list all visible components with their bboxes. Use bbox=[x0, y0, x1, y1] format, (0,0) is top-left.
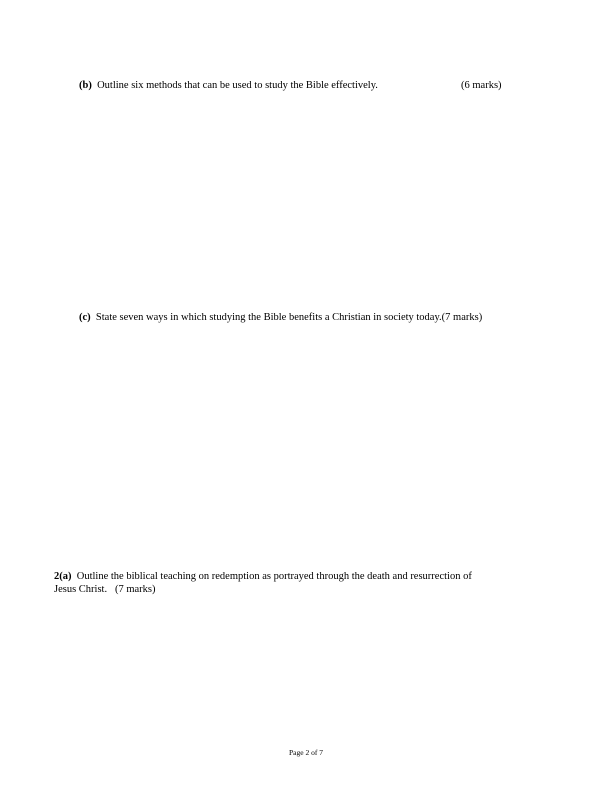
page-number: Page 2 of 7 bbox=[289, 748, 323, 757]
question-b bbox=[79, 79, 502, 92]
question-b-label: (b) bbox=[79, 80, 92, 91]
question-c bbox=[79, 311, 482, 324]
question-b-marks: (6 marks) bbox=[461, 80, 502, 91]
question-c-text: State seven ways in which studying the Bible benefits a Christian in society today.(7 marks) bbox=[95, 312, 483, 323]
question-2a-label: 2(a) bbox=[54, 571, 72, 582]
question-2a bbox=[54, 570, 544, 596]
question-c-label: (c) bbox=[79, 312, 91, 323]
page-footer bbox=[0, 748, 612, 758]
question-b-text: Outline six methods that can be used to study the Bible effectively. bbox=[97, 80, 378, 91]
question-2a-text-line2: Jesus Christ. (7 marks) bbox=[54, 584, 156, 595]
question-2a-text-line1: Outline the biblical teaching on redemption as portrayed through the death and resurrection of bbox=[76, 571, 472, 582]
